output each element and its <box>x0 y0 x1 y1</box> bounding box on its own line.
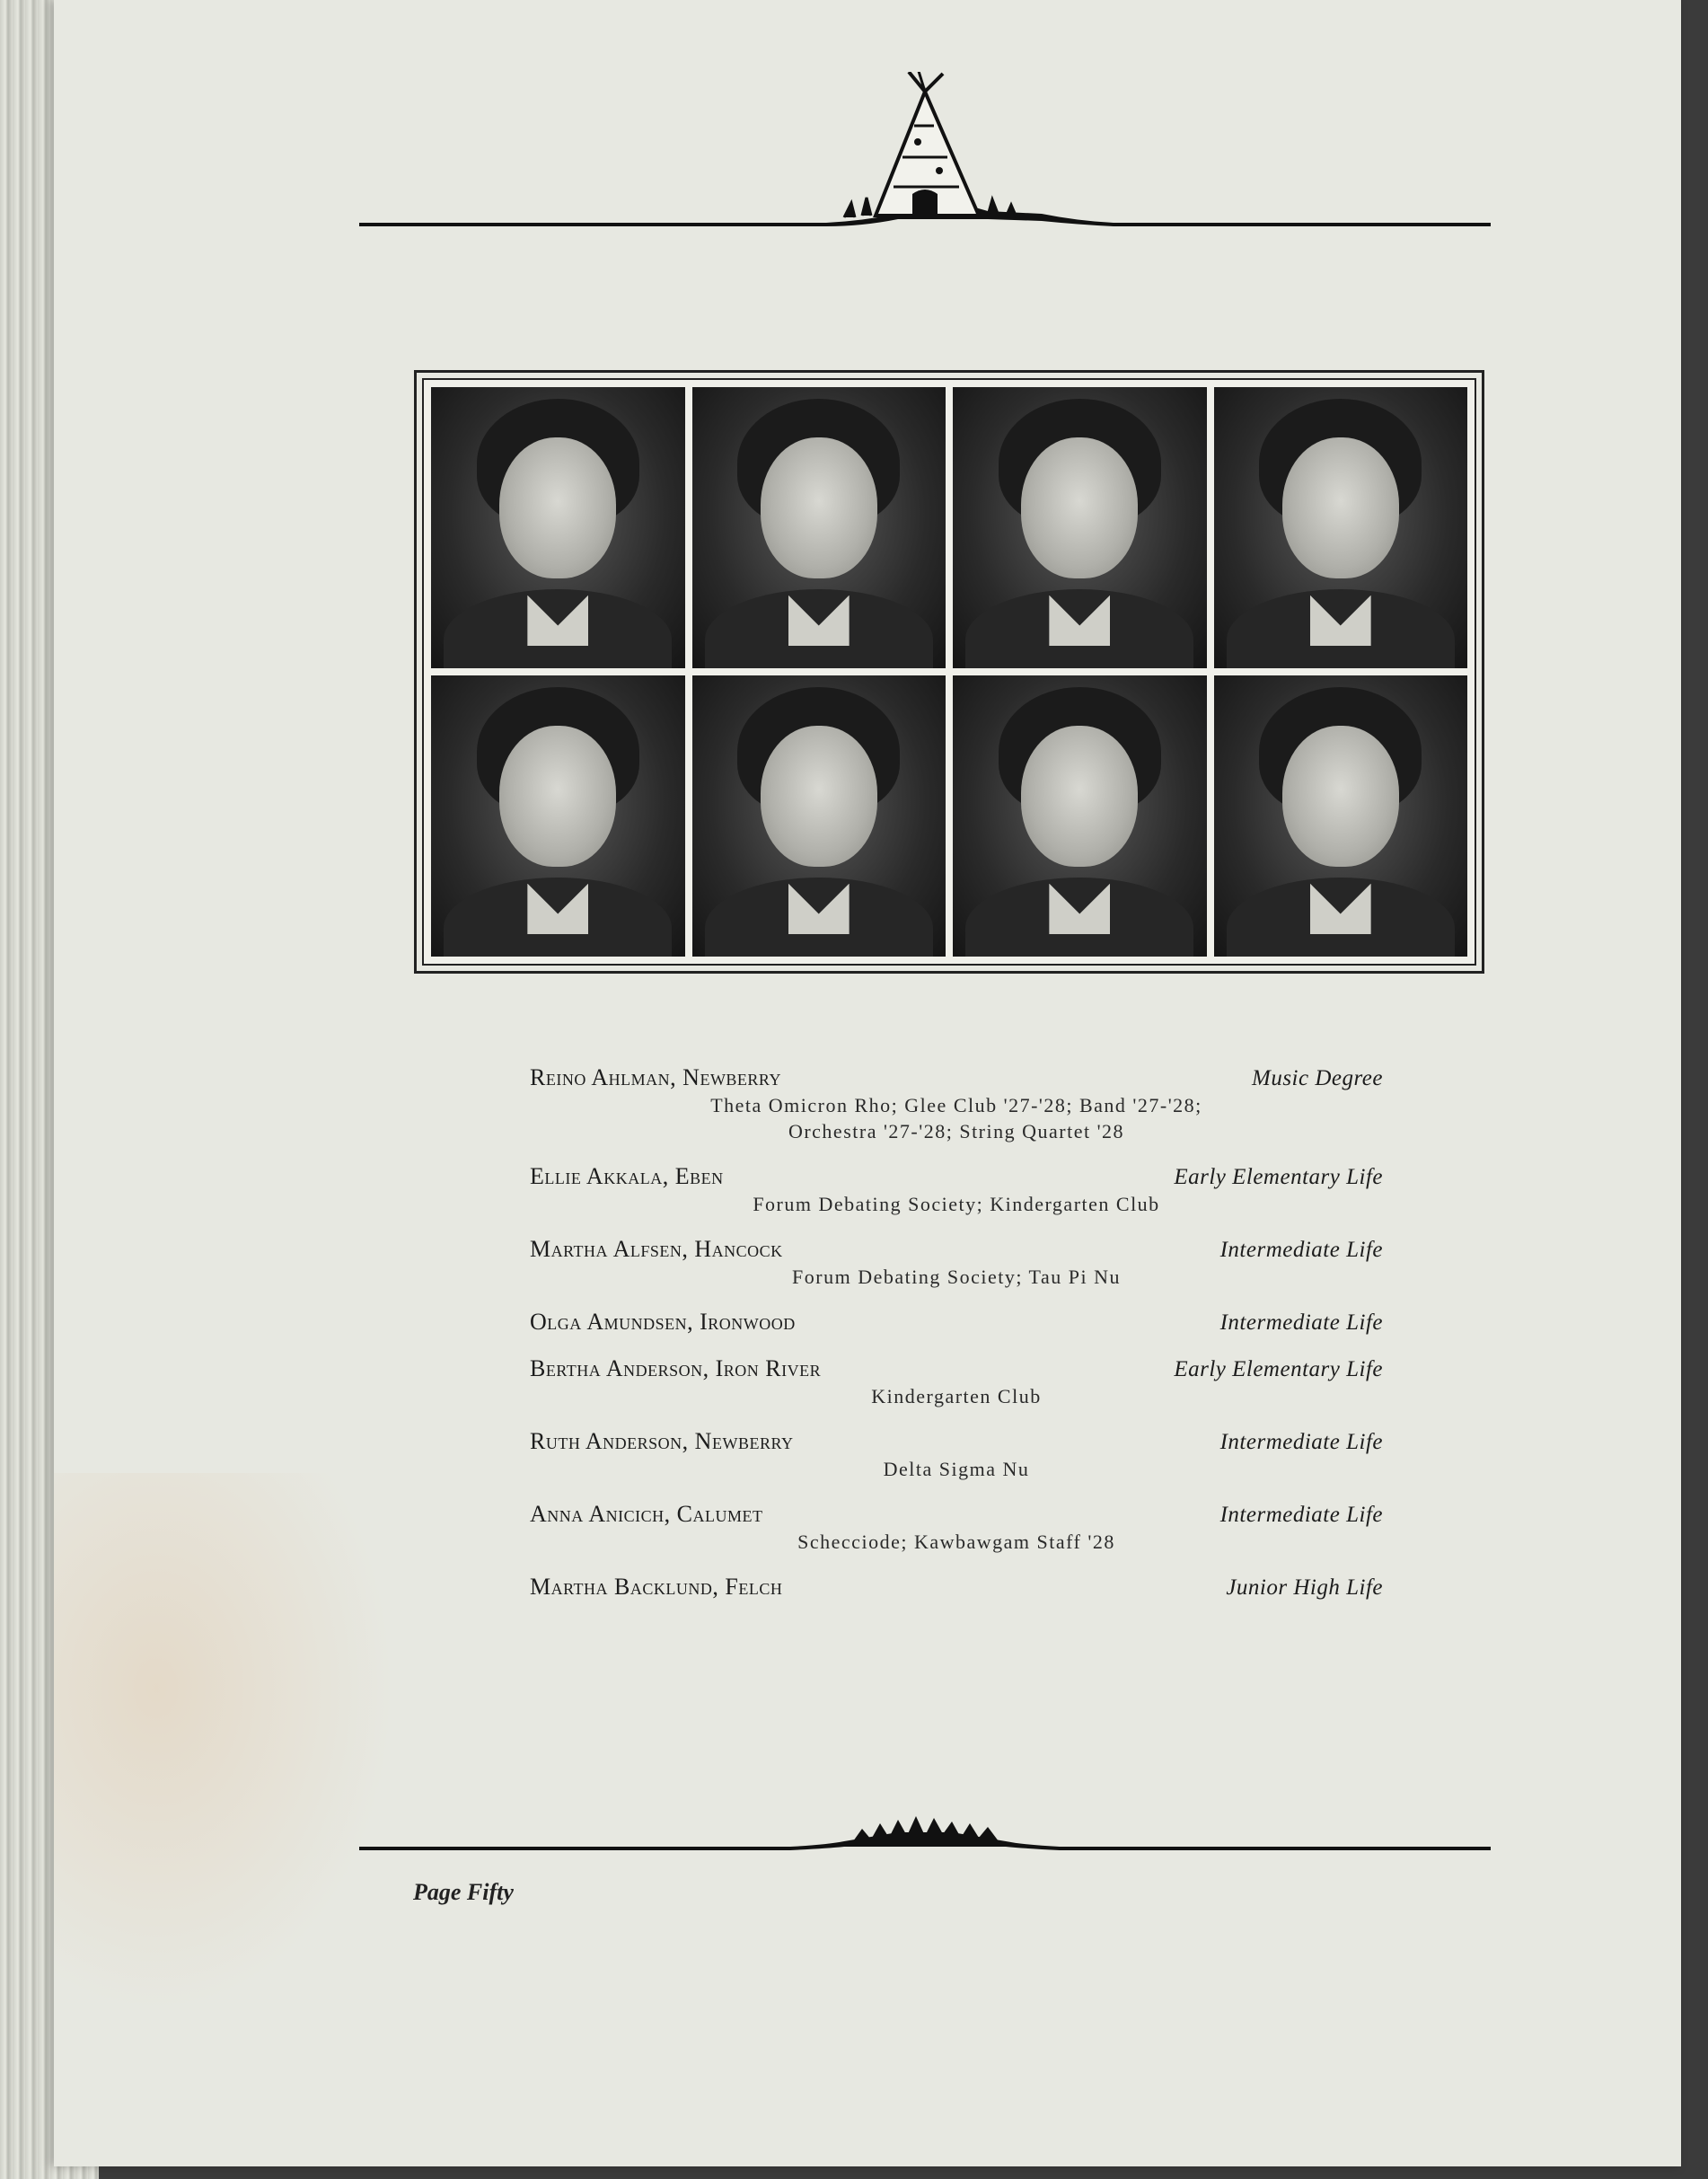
student-activities: Theta Omicron Rho; Glee Club '27-'28; Band '27-'28; <box>710 1094 1202 1116</box>
portrait-grid <box>422 378 1476 966</box>
student-degree: Junior High Life <box>1226 1575 1383 1600</box>
portrait-photo-icon <box>1214 387 1468 668</box>
portrait-photo-icon <box>953 387 1207 668</box>
student-entry <box>530 1355 1383 1408</box>
portrait-face <box>1282 726 1399 867</box>
student-activities: Kindergarten Club <box>871 1385 1042 1407</box>
student-activities: Delta Sigma Nu <box>883 1458 1030 1480</box>
student-entry <box>530 1428 1383 1481</box>
portrait-photo-icon <box>431 675 685 957</box>
student-entry <box>530 1064 1383 1143</box>
student-degree: Intermediate Life <box>1219 1310 1383 1335</box>
entry-header <box>530 1064 1383 1091</box>
portrait-photo-icon <box>953 675 1207 957</box>
entry-header <box>530 1309 1383 1336</box>
student-degree: Intermediate Life <box>1219 1238 1383 1262</box>
student-entry <box>530 1574 1383 1601</box>
portrait-face <box>499 726 616 867</box>
student-activities: Forum Debating Society; Kindergarten Club <box>753 1193 1160 1215</box>
student-entry <box>530 1236 1383 1289</box>
student-entry <box>530 1309 1383 1336</box>
portrait-face <box>1021 726 1138 867</box>
entry-header <box>530 1236 1383 1263</box>
portrait-photo-icon <box>431 387 685 668</box>
yearbook-page <box>54 0 1681 2166</box>
student-degree: Early Elementary Life <box>1174 1165 1383 1189</box>
portrait-face <box>499 437 616 578</box>
student-entry <box>530 1501 1383 1554</box>
student-name: Ruth Anderson, Newberry <box>530 1428 794 1454</box>
portrait-photo-icon <box>1214 675 1468 957</box>
student-name: Martha Alfsen, Hancock <box>530 1236 783 1262</box>
student-degree: Early Elementary Life <box>1174 1357 1383 1381</box>
portrait-face <box>761 437 877 578</box>
entry-header <box>530 1501 1383 1528</box>
student-name: Reino Ahlman, Newberry <box>530 1064 781 1090</box>
portrait-face <box>761 726 877 867</box>
entry-header <box>530 1355 1383 1382</box>
portrait-photo-icon <box>692 675 946 957</box>
student-name: Ellie Akkala, Eben <box>530 1163 724 1189</box>
entry-header <box>530 1428 1383 1455</box>
student-entries <box>530 1064 1383 1620</box>
portrait-face <box>1282 437 1399 578</box>
entry-header <box>530 1574 1383 1601</box>
page-number: Page Fifty <box>413 1879 514 1905</box>
student-name: Anna Anicich, Calumet <box>530 1501 763 1527</box>
page-stain <box>54 1473 395 2012</box>
student-activities: Schecciode; Kawbawgam Staff '28 <box>797 1531 1115 1553</box>
student-entry <box>530 1163 1383 1216</box>
tepee-ornament-icon <box>359 72 1491 234</box>
entry-header <box>530 1163 1383 1190</box>
student-degree: Intermediate Life <box>1219 1503 1383 1527</box>
student-degree: Intermediate Life <box>1219 1430 1383 1454</box>
treeline-ornament-icon <box>359 1796 1491 1859</box>
student-activities: Forum Debating Society; Tau Pi Nu <box>792 1266 1121 1288</box>
portrait-panel <box>414 370 1484 974</box>
student-activities: Orchestra '27-'28; String Quartet '28 <box>788 1120 1125 1142</box>
student-name: Bertha Anderson, Iron River <box>530 1355 822 1381</box>
student-degree: Music Degree <box>1252 1066 1383 1090</box>
student-name: Olga Amundsen, Ironwood <box>530 1309 796 1335</box>
portrait-face <box>1021 437 1138 578</box>
portrait-photo-icon <box>692 387 946 668</box>
student-name: Martha Backlund, Felch <box>530 1574 783 1600</box>
